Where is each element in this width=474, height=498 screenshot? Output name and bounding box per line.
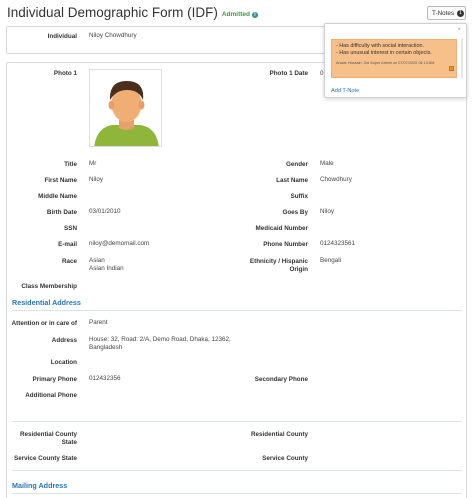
ethnicity-label-1: Ethnicity / Hispanic	[249, 258, 308, 265]
phone-value: 0124323561	[320, 240, 356, 247]
divider	[12, 421, 462, 422]
divider	[12, 493, 462, 494]
goes-by-label: Goes By	[282, 209, 308, 216]
tnotes-button[interactable]	[427, 6, 466, 20]
location-label: Location	[50, 359, 77, 366]
photo1-date-value: 0	[320, 70, 324, 77]
residential-county-label: Residential County	[250, 431, 308, 438]
gender-value: Male	[320, 160, 334, 167]
address-label: Address	[51, 337, 77, 344]
residential-address-heading: Residential Address	[12, 298, 81, 307]
first-name-value: Niloy	[89, 176, 103, 183]
suffix-label: Suffix	[290, 193, 308, 200]
additional-phone-label: Additional Phone	[25, 392, 77, 399]
residential-county-state-label-1: Residential County	[19, 431, 77, 438]
primary-phone-value: 012432356	[89, 375, 121, 382]
tnote-line-1: - Has difficulty with social interaction.	[336, 43, 424, 49]
first-name-label: First Name	[44, 177, 77, 184]
secondary-phone-label: Secondary Phone	[254, 376, 308, 383]
gender-label: Gender	[285, 161, 308, 168]
tnotes-popup	[324, 23, 467, 98]
race-label: Race	[61, 258, 77, 265]
ssn-label: SSN	[64, 225, 77, 232]
divider	[12, 310, 462, 311]
divider	[12, 470, 462, 471]
page-header	[7, 5, 258, 25]
title-label: Title	[64, 161, 77, 168]
tnotes-count-badge: 1	[459, 9, 462, 16]
address-line2: Bangladesh	[89, 344, 123, 351]
tnote-meta: Anwar Hossain, 3rd Super Admin on 07/07/2020 04:13 AM	[336, 60, 435, 65]
residential-county-state-label-2: State	[61, 439, 77, 446]
profile-photo	[89, 69, 162, 147]
service-county-state-label: Service County State	[14, 455, 77, 462]
birth-date-value: 03/01/2010	[89, 208, 121, 215]
ethnicity-label-2: Origin	[289, 266, 308, 273]
page-title: Individual Demographic Form (IDF)	[7, 5, 218, 20]
individual-value: Niloy Chowdhury	[89, 32, 137, 39]
last-name-label: Last Name	[276, 177, 308, 184]
race-value-2: Asian Indian	[89, 265, 124, 272]
address-line1: House: 32, Road: 2/A, Demo Road, Dhaka, 12362,	[89, 336, 231, 343]
class-membership-label: Class Membership	[21, 283, 77, 290]
tnote-card[interactable]	[331, 39, 457, 78]
add-tnote-link[interactable]: Add T-Note	[331, 88, 360, 94]
attention-label: Attention or in care of	[11, 320, 77, 327]
birth-date-label: Birth Date	[46, 209, 77, 216]
individual-label: Individual	[47, 33, 77, 40]
title-value: Mr	[89, 160, 97, 167]
last-name-value: Chowdhury	[320, 176, 352, 183]
scrollbar[interactable]	[461, 39, 463, 78]
photo1-date-label: Photo 1 Date	[269, 70, 308, 77]
primary-phone-label: Primary Phone	[32, 376, 77, 383]
photo1-label: Photo 1	[53, 70, 77, 77]
phone-label: Phone Number	[263, 241, 308, 248]
close-icon[interactable]: ×	[457, 27, 461, 33]
medicaid-label: Medicaid Number	[255, 225, 308, 232]
info-icon[interactable]: i	[252, 12, 258, 18]
tnote-line-2: - Has unusual interest in certain objects.	[336, 50, 432, 57]
race-value-1: Asian	[89, 257, 105, 264]
pin-icon[interactable]	[449, 66, 454, 71]
goes-by-value: Niloy	[320, 208, 334, 215]
ethnicity-value: Bengali	[320, 257, 342, 264]
middle-name-label: Middle Name	[38, 193, 77, 200]
mailing-address-heading: Mailing Address	[12, 481, 68, 490]
email-label: E-mail	[58, 241, 77, 248]
attention-value: Parent	[89, 319, 108, 326]
status-badge: Admitted	[221, 11, 250, 18]
email-value: niloy@demomail.com	[89, 240, 150, 247]
tnotes-button-label: T-Notes	[432, 9, 455, 17]
service-county-label: Service County	[262, 455, 308, 462]
